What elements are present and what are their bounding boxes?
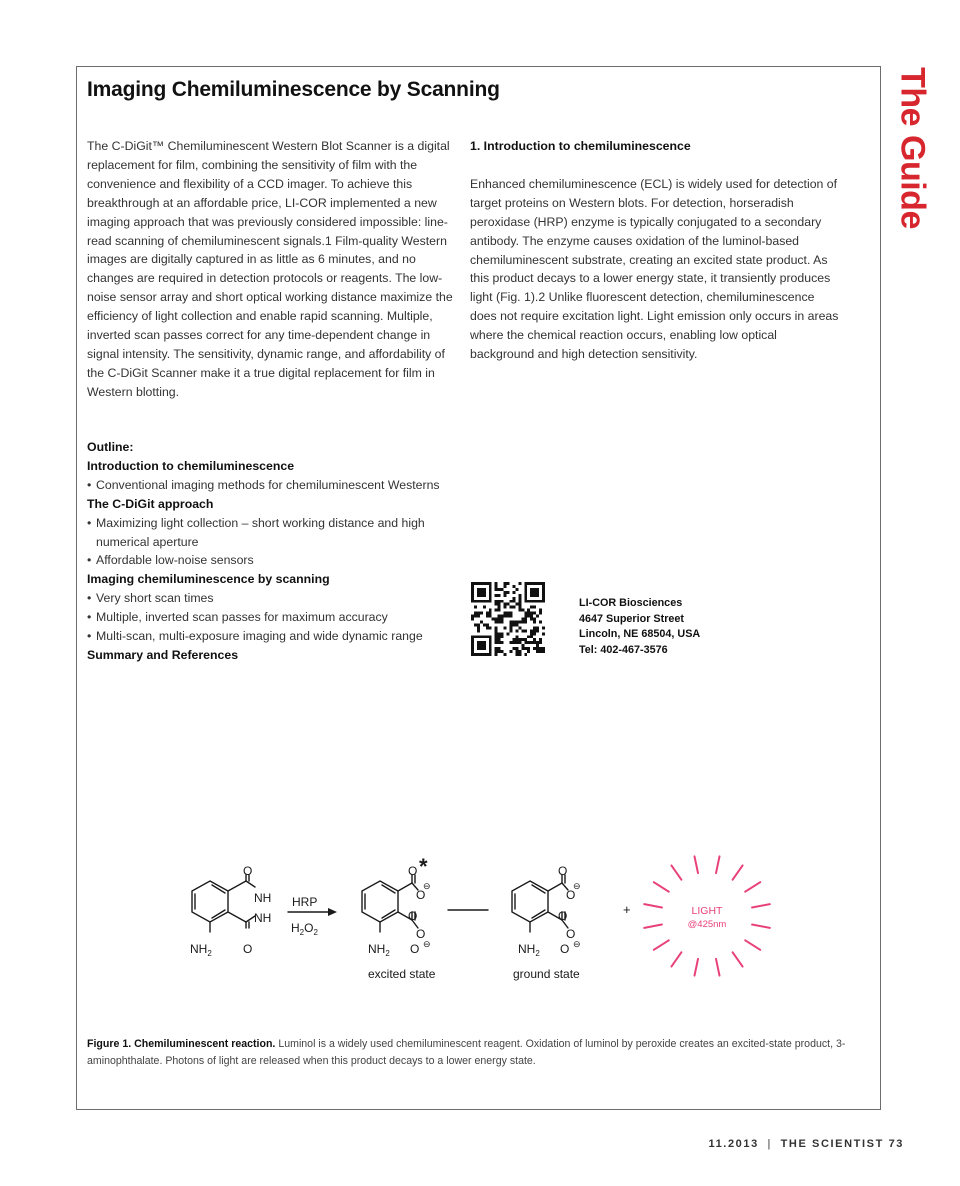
page-footer: [708, 1138, 904, 1150]
outline-bullet: • Maximizing light collection – short working distance and high numerical aperture: [87, 514, 457, 552]
atom-o: O: [243, 942, 253, 956]
atom-o: O: [566, 927, 576, 941]
atom-o: O: [243, 864, 253, 878]
negative-charge: ⊖: [423, 881, 431, 891]
city-address: Lincoln, NE 68504, USA: [579, 628, 701, 641]
plus-sign: +: [623, 902, 631, 917]
light-ray: [695, 856, 699, 873]
intro-column: [87, 137, 457, 402]
ground-state-structure: [512, 875, 568, 932]
negative-charge: ⊖: [573, 939, 581, 949]
caption-title: Figure 1. Chemiluminescent reaction.: [87, 1038, 276, 1050]
atom-o: O: [416, 888, 426, 902]
side-tag: The Guide: [893, 67, 932, 229]
light-wavelength: @425nm: [687, 919, 727, 930]
atom-o: O: [558, 909, 568, 923]
intro-paragraph: The C-DiGit™ Chemiluminescent Western Blot Scanner is a digital replacement for film, combining the sensitivity of film with the convenience and flexibility of a CCD imager. To achieve this breakthrough at an affordable price, LI-COR implemented a new imaging approach that was previously considered impossible: line-read scanning of chemiluminescent signals.1 Film-quality Western images are digitally captured in as little as 6 minutes, and no changes are required in detection protocols or reagents. The low-noise sensor array and short optical working distance maximize the efficiency of light collection and enable rapid scanning. Multiple, inverted scan passes correct for any time-dependent change in signal intensity. The sensitivity, dynamic range, and affordability of the C-DiGit Scanner make it a true digital replacement for film in Western blotting.: [87, 139, 453, 399]
atom-nh2: $NH_2$: [518, 942, 540, 958]
outline-bullet: • Conventional imaging methods for chemiluminescent Westerns: [87, 476, 457, 495]
excited-star: *: [419, 854, 428, 879]
outline-heading: Outline:: [87, 440, 134, 454]
contact-address: [579, 596, 700, 658]
light-ray: [695, 959, 699, 976]
light-ray: [644, 904, 662, 907]
atom-o: O: [410, 942, 420, 956]
label-excited-state: excited state: [368, 967, 436, 981]
atom-o: O: [560, 942, 570, 956]
oxidant-h2o2: $H_2O_2$: [291, 921, 318, 937]
caption-text: Luminol is a widely used chemiluminescent reagent. Oxidation of luminol by peroxide creates an excited-state product, 3-aminophthalate. Photons of light are released when this product decays to a lower energy state.: [87, 1038, 846, 1067]
qr-code-icon[interactable]: [471, 582, 545, 656]
reaction-figure: [160, 850, 780, 990]
light-label: LIGHT: [691, 905, 723, 917]
outline-section-title: The C-DiGit approach: [87, 496, 214, 511]
atom-nh: NH: [254, 891, 272, 905]
outline-section-title: Introduction to chemiluminescence: [87, 458, 295, 473]
outline-bullet: • Multi-scan, multi-exposure imaging and wide dynamic range: [87, 627, 457, 646]
light-ray: [733, 952, 743, 966]
figure-caption: [87, 1036, 847, 1070]
excited-state-structure: [362, 875, 418, 932]
section-1: [470, 137, 840, 364]
street-address: 4647 Superior Street: [579, 612, 685, 625]
outline-section-title: Summary and References: [87, 647, 239, 662]
outline-bullet: • Affordable low-noise sensors: [87, 551, 457, 570]
light-ray: [745, 882, 760, 892]
page-number: 73: [888, 1138, 904, 1150]
light-ray: [716, 959, 720, 976]
company-name: LI-COR Biosciences: [579, 597, 683, 609]
issue-date: 11.2013: [708, 1138, 759, 1150]
atom-o: O: [416, 927, 426, 941]
light-ray: [644, 925, 662, 928]
arrowhead-icon: [328, 908, 337, 916]
light-ray: [716, 856, 720, 873]
light-ray: [671, 865, 681, 879]
light-ray: [654, 882, 669, 892]
outline-section-title: Imaging chemiluminescence by scanning: [87, 572, 330, 587]
section-1-paragraph: Enhanced chemiluminescence (ECL) is widely used for detection of target proteins on Western blots. For detection, horseradish peroxidase (HRP) enzyme is typically conjugated to a secondary antibody. The enzyme causes oxidation of the luminol-based chemiluminescent substrate, creating an excited state product. As this product decays to a lower energy state, it transiently produces light (Fig. 1).2 Unlike fluorescent detection, chemiluminescence does not require excitation light. Light emission only occurs in areas where the chemical reaction occurs, enabling low optical background and high detection sensitivity.: [470, 176, 839, 362]
section-1-heading: 1. Introduction to chemiluminescence: [470, 139, 691, 153]
outline-bullet: • Multiple, inverted scan passes for maximum accuracy: [87, 608, 457, 627]
light-ray: [745, 940, 760, 950]
outline: [87, 438, 457, 665]
publication-name: THE SCIENTIST: [780, 1138, 884, 1150]
light-ray: [752, 925, 770, 928]
phone-number: Tel: 402-467-3576: [579, 643, 668, 656]
atom-o: O: [566, 888, 576, 902]
atom-nh2: $NH_2$: [368, 942, 390, 958]
light-ray: [733, 865, 743, 879]
outline-bullet: • Very short scan times: [87, 589, 457, 608]
reagent-hrp: HRP: [292, 895, 318, 909]
atom-o: O: [408, 909, 418, 923]
light-ray: [654, 940, 669, 950]
page-title: Imaging Chemiluminescence by Scanning: [87, 78, 500, 101]
atom-nh: NH: [254, 911, 272, 925]
negative-charge: ⊖: [423, 939, 431, 949]
luminol-structure: [192, 875, 255, 932]
light-ray: [671, 952, 681, 966]
footer-separator: |: [767, 1138, 772, 1150]
atom-o: O: [558, 864, 568, 878]
light-ray: [752, 904, 770, 907]
label-ground-state: ground state: [513, 967, 580, 981]
negative-charge: ⊖: [573, 881, 581, 891]
atom-o: O: [408, 864, 418, 878]
atom-nh2: $NH_2$: [190, 942, 212, 958]
